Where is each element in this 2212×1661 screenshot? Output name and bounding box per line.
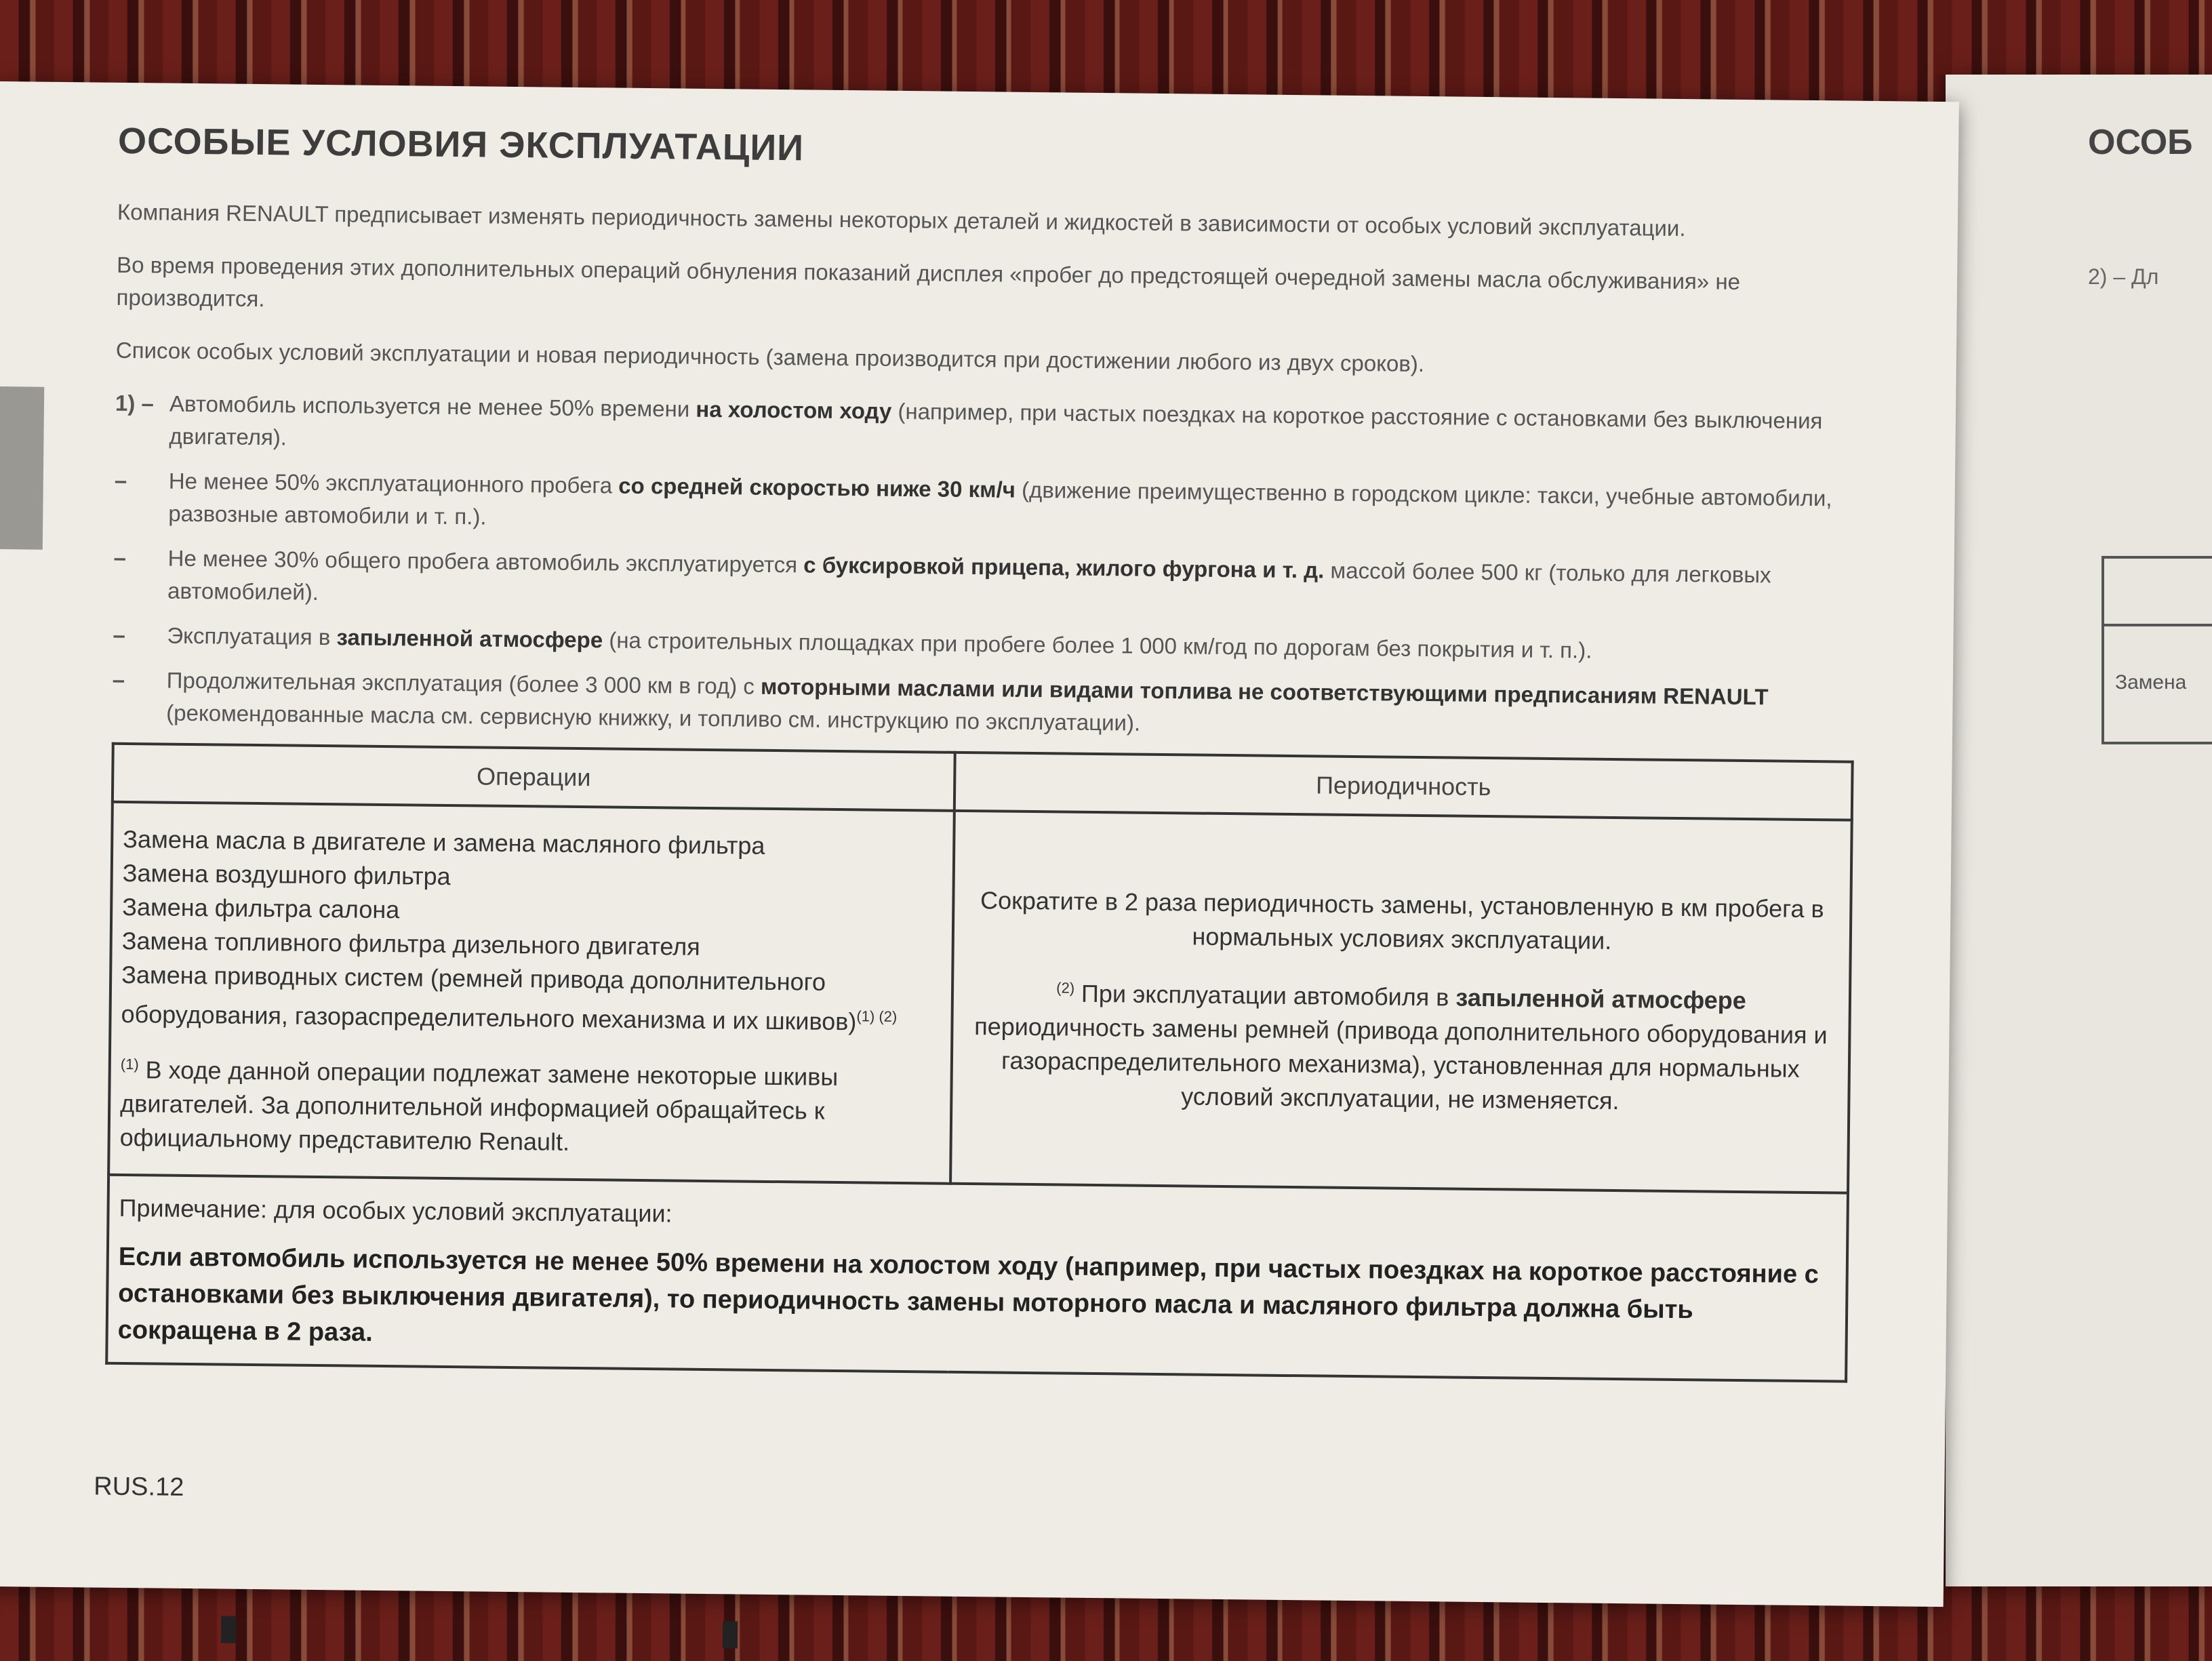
left-page xyxy=(0,81,1959,1607)
page-title: ОСОБЫЕ УСЛОВИЯ ЭКСПЛУАТАЦИИ xyxy=(117,120,805,169)
list-item xyxy=(112,664,1848,747)
list-text: массой более 500 кг (только для легковых автомобилей). xyxy=(167,557,1771,605)
table-note-row xyxy=(106,1175,1848,1382)
list-text: Не менее 30% общего пробега автомобиль эксплуатируется xyxy=(167,545,804,578)
operation-text: Замена приводных систем (ремней привода дополнительного оборудования, газораспределительного механизма и их шкивов) xyxy=(121,960,857,1036)
periodicity-cell xyxy=(950,811,1852,1193)
list-marker: 1) – xyxy=(115,390,155,416)
intro-paragraph-2: Во время проведения этих дополнительных операций обнуления показаний дисплея «пробег до предстоящей очередной замены масла обслуживания» не производится. xyxy=(116,252,1741,312)
operation-item: Замена масла в двигателе и замена масляного фильтра xyxy=(123,824,765,860)
list-emphasis: на холостом ходу xyxy=(696,396,892,424)
operation-item: Замена воздушного фильтра xyxy=(122,858,451,891)
column-header-operations: Операции xyxy=(113,744,955,811)
note-marker: (2) xyxy=(1056,979,1075,997)
periodicity-note xyxy=(973,970,1828,1120)
right-page-line: 2) – Дл xyxy=(2088,264,2159,289)
list-emphasis: моторными маслами или видами топлива не соответствующими предписаниям RENAULT xyxy=(760,673,1769,710)
footnote-reference: (1) (2) xyxy=(856,1007,898,1025)
operation-item xyxy=(121,958,942,1040)
page-number: RUS.12 xyxy=(94,1472,184,1502)
list-text: (например, при частых поездках на короткое расстояние с остановками без выключения двигателя). xyxy=(169,398,1823,450)
list-text: Продолжительная эксплуатация (более 3 000 км в год) с xyxy=(166,667,761,699)
list-item xyxy=(113,619,1848,670)
operations-cell xyxy=(108,802,954,1184)
note-text: При эксплуатации автомобиля в xyxy=(1081,979,1456,1012)
intro-paragraph-1: Компания RENAULT предписывает изменять периодичность замены некоторых деталей и жидкостей в зависимости от особых условий эксплуатации. xyxy=(117,199,1686,241)
page-content xyxy=(105,120,1853,1383)
conditions-list xyxy=(112,387,1851,747)
list-item xyxy=(114,464,1850,548)
right-page-cell: Замена xyxy=(2115,671,2187,694)
list-item xyxy=(115,387,1851,471)
periodicity-main: Сократите в 2 раза периодичность замены, установленную в км пробега в нормальных условиях эксплуатации. xyxy=(980,886,1824,955)
print-mark xyxy=(723,1621,738,1648)
section-tab xyxy=(0,386,44,550)
maintenance-table xyxy=(105,742,1853,1383)
list-marker: – xyxy=(114,467,127,493)
note-title: Примечание: для особых условий эксплуатации: xyxy=(119,1193,672,1228)
list-marker: – xyxy=(113,622,126,647)
list-emphasis: с буксировкой прицепа, жилого фургона и т. д. xyxy=(803,552,1325,583)
footnote xyxy=(119,1047,941,1163)
list-text: Автомобиль используется не менее 50% времени xyxy=(169,391,696,422)
note-cell xyxy=(106,1175,1848,1382)
note-body: Если автомобиль используется не менее 50% времени на холостом ходу (например, при частых поездках на короткое расстояние с остановками без выключения двигателя), то периодичность замены моторного масла и масляного фильтра должна быть сокращена в 2 раза. xyxy=(117,1242,1819,1347)
operation-item: Замена фильтра салона xyxy=(122,892,400,924)
right-page xyxy=(1946,75,2212,1586)
list-text: Эксплуатация в xyxy=(167,622,337,650)
list-emphasis: со средней скоростью ниже 30 км/ч xyxy=(618,473,1016,502)
list-text: Не менее 50% эксплуатационного пробега xyxy=(168,468,619,498)
list-marker: – xyxy=(113,544,127,570)
list-emphasis: запыленной атмосфере xyxy=(336,624,603,653)
right-page-table xyxy=(2102,556,2212,744)
column-header-periodicity: Периодичность xyxy=(954,753,1853,820)
right-page-title: ОСОБ xyxy=(2088,123,2193,162)
list-item xyxy=(113,542,1849,625)
list-marker: – xyxy=(112,666,125,692)
list-text: (на строительных площадках при пробеге более 1 000 км/год по дорогам без покрытия и т. п.). xyxy=(602,627,1592,663)
print-mark xyxy=(221,1616,236,1643)
list-text: (движение преимущественно в городском цикле: такси, учебные автомобили, развозные автомобили и т. п.). xyxy=(168,477,1832,529)
note-text: периодичность замены ремней (привода дополнительного оборудования и газораспределительного механизма), установленная для нормальных условий эксплуатации, не изменяется. xyxy=(974,1012,1828,1115)
list-text: (рекомендованные масла см. сервисную книжку, и топливо см. инструкцию по эксплуатации). xyxy=(166,700,1141,736)
table-row xyxy=(108,802,1852,1193)
note-emphasis: запыленной атмосфере xyxy=(1455,983,1747,1015)
footnote-text: В ходе данной операции подлежат замене некоторые шкивы двигателей. За дополнительной информацией обращайтесь к официальному представителю Renault. xyxy=(119,1056,839,1156)
operation-item: Замена топливного фильтра дизельного двигателя xyxy=(121,926,700,961)
intro-paragraph-3: Список особых условий эксплуатации и новая периодичность (замена производится при достижении любого из двух сроков). xyxy=(115,337,1425,377)
footnote-marker: (1) xyxy=(120,1055,139,1073)
right-page-table-divider xyxy=(2102,624,2212,626)
